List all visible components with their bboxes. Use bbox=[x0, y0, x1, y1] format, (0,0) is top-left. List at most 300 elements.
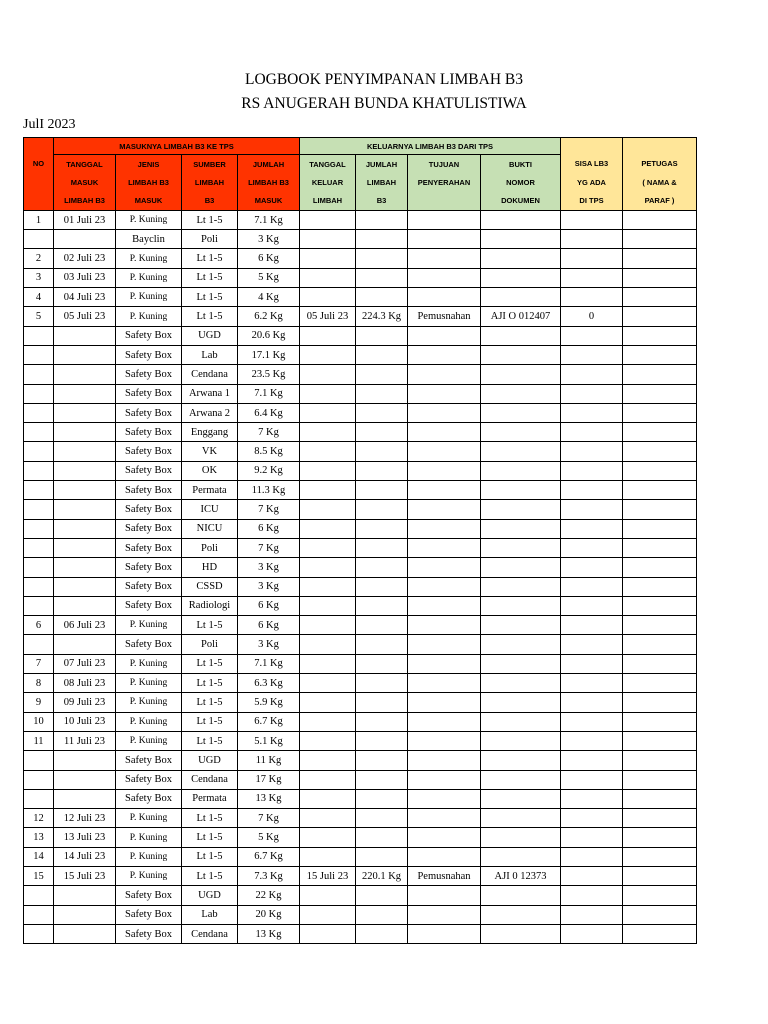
header-group-row bbox=[24, 138, 697, 155]
cell-tujuan bbox=[408, 384, 481, 403]
cell-bukti bbox=[481, 616, 561, 635]
cell-tanggal-keluar bbox=[300, 210, 356, 229]
cell-jenis: Safety Box bbox=[116, 384, 182, 403]
cell-tanggal-keluar bbox=[300, 268, 356, 287]
table-row bbox=[24, 809, 697, 828]
cell-jumlah-masuk: 6.3 Kg bbox=[238, 674, 300, 693]
header-sumber-line-2: LIMBAH bbox=[182, 173, 238, 191]
cell-jumlah-masuk: 3 Kg bbox=[238, 230, 300, 249]
header-petugas-top bbox=[623, 138, 697, 155]
cell-tanggal-keluar bbox=[300, 577, 356, 596]
cell-sisa bbox=[561, 384, 623, 403]
cell-sumber: OK bbox=[182, 461, 238, 480]
cell-petugas bbox=[623, 905, 697, 924]
cell-sisa bbox=[561, 809, 623, 828]
cell-tanggal-keluar bbox=[300, 596, 356, 615]
cell-jenis: Safety Box bbox=[116, 365, 182, 384]
cell-jenis: P. Kuning bbox=[116, 654, 182, 673]
cell-jumlah-masuk: 7 Kg bbox=[238, 809, 300, 828]
cell-jumlah-keluar bbox=[356, 809, 408, 828]
table-row bbox=[24, 712, 697, 731]
cell-tujuan bbox=[408, 809, 481, 828]
cell-bukti bbox=[481, 809, 561, 828]
cell-jumlah-masuk: 6.2 Kg bbox=[238, 307, 300, 326]
cell-bukti bbox=[481, 635, 561, 654]
cell-petugas bbox=[623, 828, 697, 847]
cell-petugas bbox=[623, 635, 697, 654]
cell-jumlah-keluar bbox=[356, 712, 408, 731]
cell-petugas bbox=[623, 751, 697, 770]
cell-tanggal-masuk: 14 Juli 23 bbox=[54, 847, 116, 866]
cell-tanggal-keluar bbox=[300, 635, 356, 654]
cell-tujuan bbox=[408, 731, 481, 750]
header-jenis-line-3: MASUK bbox=[116, 192, 182, 211]
cell-tanggal-masuk bbox=[54, 326, 116, 345]
table-row bbox=[24, 905, 697, 924]
cell-no: 8 bbox=[24, 674, 54, 693]
cell-tujuan bbox=[408, 577, 481, 596]
cell-tujuan bbox=[408, 596, 481, 615]
cell-no bbox=[24, 789, 54, 808]
cell-tanggal-masuk: 10 Juli 23 bbox=[54, 712, 116, 731]
header-jumlah-masuk-line-2: LIMBAH B3 bbox=[238, 173, 300, 191]
header-sisa-line-3: DI TPS bbox=[561, 192, 623, 211]
header-group-masuk: MASUKNYA LIMBAH B3 KE TPS bbox=[54, 138, 300, 155]
cell-sisa bbox=[561, 345, 623, 364]
cell-bukti bbox=[481, 712, 561, 731]
cell-bukti bbox=[481, 924, 561, 943]
table-row bbox=[24, 384, 697, 403]
cell-sisa bbox=[561, 249, 623, 268]
cell-tanggal-keluar bbox=[300, 905, 356, 924]
cell-tujuan bbox=[408, 924, 481, 943]
cell-jenis: Safety Box bbox=[116, 442, 182, 461]
cell-tanggal-masuk bbox=[54, 558, 116, 577]
cell-tujuan bbox=[408, 268, 481, 287]
cell-tujuan bbox=[408, 828, 481, 847]
cell-tanggal-keluar bbox=[300, 326, 356, 345]
cell-jumlah-masuk: 20 Kg bbox=[238, 905, 300, 924]
cell-bukti: AJI O 012407 bbox=[481, 307, 561, 326]
cell-jumlah-masuk: 6 Kg bbox=[238, 249, 300, 268]
cell-sisa bbox=[561, 693, 623, 712]
cell-tanggal-masuk: 12 Juli 23 bbox=[54, 809, 116, 828]
cell-tujuan bbox=[408, 481, 481, 500]
cell-tujuan bbox=[408, 519, 481, 538]
cell-sisa bbox=[561, 442, 623, 461]
table-row bbox=[24, 210, 697, 229]
cell-sisa bbox=[561, 230, 623, 249]
cell-bukti bbox=[481, 538, 561, 557]
cell-tanggal-keluar bbox=[300, 230, 356, 249]
cell-jenis: P. Kuning bbox=[116, 616, 182, 635]
cell-bukti bbox=[481, 886, 561, 905]
cell-sumber: Lt 1-5 bbox=[182, 268, 238, 287]
table-row bbox=[24, 731, 697, 750]
cell-jumlah-keluar bbox=[356, 770, 408, 789]
cell-sumber: Poli bbox=[182, 230, 238, 249]
cell-no: 1 bbox=[24, 210, 54, 229]
cell-tanggal-keluar bbox=[300, 442, 356, 461]
cell-sisa bbox=[561, 423, 623, 442]
cell-jumlah-keluar bbox=[356, 345, 408, 364]
cell-jenis: P. Kuning bbox=[116, 866, 182, 885]
cell-jumlah-masuk: 3 Kg bbox=[238, 558, 300, 577]
cell-jumlah-masuk: 6 Kg bbox=[238, 616, 300, 635]
cell-tanggal-masuk bbox=[54, 442, 116, 461]
cell-jumlah-keluar bbox=[356, 249, 408, 268]
cell-jumlah-keluar bbox=[356, 558, 408, 577]
cell-jenis: Safety Box bbox=[116, 481, 182, 500]
cell-no bbox=[24, 577, 54, 596]
cell-petugas bbox=[623, 403, 697, 422]
cell-tanggal-masuk bbox=[54, 751, 116, 770]
cell-jumlah-keluar bbox=[356, 326, 408, 345]
cell-jumlah-keluar bbox=[356, 635, 408, 654]
cell-no bbox=[24, 365, 54, 384]
cell-jenis: P. Kuning bbox=[116, 809, 182, 828]
header-no-line-2 bbox=[24, 173, 54, 191]
cell-sumber: Lt 1-5 bbox=[182, 616, 238, 635]
cell-jumlah-keluar bbox=[356, 924, 408, 943]
cell-tanggal-keluar bbox=[300, 481, 356, 500]
cell-jenis: P. Kuning bbox=[116, 288, 182, 307]
header-jenis-line-2: LIMBAH B3 bbox=[116, 173, 182, 191]
table-row bbox=[24, 635, 697, 654]
cell-bukti bbox=[481, 326, 561, 345]
table-row bbox=[24, 403, 697, 422]
cell-sisa bbox=[561, 847, 623, 866]
cell-no bbox=[24, 461, 54, 480]
cell-jumlah-keluar bbox=[356, 847, 408, 866]
cell-tujuan bbox=[408, 500, 481, 519]
cell-jenis: Safety Box bbox=[116, 924, 182, 943]
cell-tanggal-masuk bbox=[54, 365, 116, 384]
cell-jumlah-keluar bbox=[356, 461, 408, 480]
cell-no: 13 bbox=[24, 828, 54, 847]
cell-jumlah-masuk: 6.4 Kg bbox=[238, 403, 300, 422]
cell-petugas bbox=[623, 481, 697, 500]
cell-jumlah-masuk: 7.3 Kg bbox=[238, 866, 300, 885]
cell-sisa bbox=[561, 288, 623, 307]
table-row bbox=[24, 924, 697, 943]
header-group-keluar: KELUARNYA LIMBAH B3 DARI TPS bbox=[300, 138, 561, 155]
table-row bbox=[24, 789, 697, 808]
cell-petugas bbox=[623, 577, 697, 596]
cell-bukti bbox=[481, 596, 561, 615]
cell-jenis: Safety Box bbox=[116, 326, 182, 345]
cell-jumlah-masuk: 7.1 Kg bbox=[238, 210, 300, 229]
cell-sumber: Lt 1-5 bbox=[182, 847, 238, 866]
table-row bbox=[24, 500, 697, 519]
cell-sisa bbox=[561, 886, 623, 905]
cell-no bbox=[24, 905, 54, 924]
cell-sisa bbox=[561, 558, 623, 577]
cell-bukti bbox=[481, 751, 561, 770]
header-sisa-line-2: YG ADA bbox=[561, 173, 623, 191]
cell-jenis: Safety Box bbox=[116, 596, 182, 615]
cell-jumlah-keluar bbox=[356, 596, 408, 615]
cell-tanggal-keluar bbox=[300, 770, 356, 789]
cell-tujuan bbox=[408, 789, 481, 808]
cell-tanggal-keluar bbox=[300, 288, 356, 307]
cell-petugas bbox=[623, 210, 697, 229]
cell-sumber: Permata bbox=[182, 481, 238, 500]
header-jumlah-masuk-line-3: MASUK bbox=[238, 192, 300, 211]
cell-bukti bbox=[481, 577, 561, 596]
cell-tanggal-masuk bbox=[54, 423, 116, 442]
cell-tanggal-keluar bbox=[300, 500, 356, 519]
table-row bbox=[24, 538, 697, 557]
cell-jenis: Safety Box bbox=[116, 519, 182, 538]
cell-sumber: Lt 1-5 bbox=[182, 288, 238, 307]
cell-tujuan bbox=[408, 423, 481, 442]
cell-sisa bbox=[561, 654, 623, 673]
cell-tujuan bbox=[408, 558, 481, 577]
cell-bukti bbox=[481, 288, 561, 307]
cell-no: 12 bbox=[24, 809, 54, 828]
cell-tujuan bbox=[408, 210, 481, 229]
cell-tanggal-masuk: 03 Juli 23 bbox=[54, 268, 116, 287]
cell-jumlah-masuk: 7 Kg bbox=[238, 423, 300, 442]
cell-tanggal-masuk bbox=[54, 635, 116, 654]
header-tanggal-keluar-line-2: KELUAR bbox=[300, 173, 356, 191]
cell-bukti bbox=[481, 403, 561, 422]
cell-tujuan bbox=[408, 365, 481, 384]
cell-jumlah-masuk: 6 Kg bbox=[238, 596, 300, 615]
header-jumlah-keluar-line-3: B3 bbox=[356, 192, 408, 211]
table-row bbox=[24, 674, 697, 693]
cell-tanggal-masuk bbox=[54, 770, 116, 789]
cell-tanggal-masuk: 08 Juli 23 bbox=[54, 674, 116, 693]
cell-petugas bbox=[623, 500, 697, 519]
cell-sumber: HD bbox=[182, 558, 238, 577]
cell-jumlah-masuk: 7 Kg bbox=[238, 538, 300, 557]
cell-petugas bbox=[623, 461, 697, 480]
cell-jenis: Safety Box bbox=[116, 461, 182, 480]
cell-jenis: Safety Box bbox=[116, 789, 182, 808]
cell-jenis: Safety Box bbox=[116, 886, 182, 905]
header-jumlah-keluar-line-2: LIMBAH bbox=[356, 173, 408, 191]
cell-jenis: P. Kuning bbox=[116, 268, 182, 287]
cell-jumlah-keluar bbox=[356, 751, 408, 770]
cell-tanggal-masuk: 11 Juli 23 bbox=[54, 731, 116, 750]
cell-sumber: Lt 1-5 bbox=[182, 249, 238, 268]
cell-bukti bbox=[481, 249, 561, 268]
cell-sisa bbox=[561, 674, 623, 693]
cell-jenis: P. Kuning bbox=[116, 731, 182, 750]
header-tanggal-masuk-line-2: MASUK bbox=[54, 173, 116, 191]
cell-jenis: Safety Box bbox=[116, 538, 182, 557]
cell-jumlah-masuk: 6.7 Kg bbox=[238, 712, 300, 731]
table-row bbox=[24, 268, 697, 287]
cell-bukti bbox=[481, 558, 561, 577]
cell-tujuan bbox=[408, 770, 481, 789]
cell-tujuan bbox=[408, 288, 481, 307]
cell-jumlah-keluar bbox=[356, 693, 408, 712]
cell-sisa bbox=[561, 577, 623, 596]
header-tanggal-keluar-line-3: LIMBAH bbox=[300, 192, 356, 211]
cell-sumber: Cendana bbox=[182, 365, 238, 384]
table-row bbox=[24, 345, 697, 364]
cell-sisa bbox=[561, 616, 623, 635]
cell-jumlah-keluar bbox=[356, 500, 408, 519]
cell-jumlah-masuk: 20.6 Kg bbox=[238, 326, 300, 345]
cell-no: 3 bbox=[24, 268, 54, 287]
header-tanggal-masuk-line-3: LIMBAH B3 bbox=[54, 192, 116, 211]
cell-no bbox=[24, 500, 54, 519]
header-sisa-top bbox=[561, 138, 623, 155]
cell-tanggal-keluar bbox=[300, 924, 356, 943]
header-tujuan-line-3 bbox=[408, 192, 481, 211]
cell-tanggal-keluar: 05 Juli 23 bbox=[300, 307, 356, 326]
header-petugas-line-2: ( NAMA & bbox=[623, 173, 697, 191]
table-row bbox=[24, 326, 697, 345]
cell-sumber: UGD bbox=[182, 751, 238, 770]
cell-jumlah-keluar bbox=[356, 365, 408, 384]
cell-sumber: ICU bbox=[182, 500, 238, 519]
cell-no bbox=[24, 384, 54, 403]
cell-no bbox=[24, 635, 54, 654]
table-row bbox=[24, 365, 697, 384]
cell-sisa bbox=[561, 751, 623, 770]
cell-sumber: Lt 1-5 bbox=[182, 866, 238, 885]
cell-sisa bbox=[561, 519, 623, 538]
period-label: JulI 2023 bbox=[23, 117, 76, 132]
cell-tanggal-keluar bbox=[300, 828, 356, 847]
cell-sumber: Lt 1-5 bbox=[182, 210, 238, 229]
cell-jenis: Safety Box bbox=[116, 751, 182, 770]
cell-sumber: NICU bbox=[182, 519, 238, 538]
cell-tanggal-masuk bbox=[54, 403, 116, 422]
cell-jenis: Safety Box bbox=[116, 403, 182, 422]
cell-jumlah-keluar bbox=[356, 268, 408, 287]
cell-bukti bbox=[481, 442, 561, 461]
header-jenis-line-1: JENIS bbox=[116, 155, 182, 174]
cell-tanggal-keluar bbox=[300, 423, 356, 442]
cell-jumlah-masuk: 6.7 Kg bbox=[238, 847, 300, 866]
cell-bukti bbox=[481, 423, 561, 442]
cell-petugas bbox=[623, 924, 697, 943]
table-row bbox=[24, 751, 697, 770]
cell-jumlah-keluar bbox=[356, 789, 408, 808]
cell-tanggal-keluar bbox=[300, 886, 356, 905]
cell-sisa bbox=[561, 268, 623, 287]
cell-no bbox=[24, 481, 54, 500]
cell-tanggal-masuk bbox=[54, 230, 116, 249]
header-no-top bbox=[24, 138, 54, 155]
cell-jumlah-keluar bbox=[356, 731, 408, 750]
cell-jumlah-keluar bbox=[356, 519, 408, 538]
cell-petugas bbox=[623, 809, 697, 828]
cell-sisa bbox=[561, 596, 623, 615]
cell-jenis: Safety Box bbox=[116, 345, 182, 364]
cell-tanggal-masuk bbox=[54, 538, 116, 557]
cell-tanggal-masuk bbox=[54, 519, 116, 538]
cell-jumlah-masuk: 22 Kg bbox=[238, 886, 300, 905]
header-bukti-line-1: BUKTI bbox=[481, 155, 561, 174]
cell-jumlah-keluar bbox=[356, 674, 408, 693]
cell-no: 11 bbox=[24, 731, 54, 750]
header-jumlah-keluar-line-1: JUMLAH bbox=[356, 155, 408, 174]
cell-sisa bbox=[561, 828, 623, 847]
cell-tujuan bbox=[408, 654, 481, 673]
header-sumber-line-3: B3 bbox=[182, 192, 238, 211]
cell-petugas bbox=[623, 789, 697, 808]
cell-no bbox=[24, 538, 54, 557]
cell-jumlah-masuk: 17.1 Kg bbox=[238, 345, 300, 364]
cell-jenis: Safety Box bbox=[116, 635, 182, 654]
cell-jenis: P. Kuning bbox=[116, 847, 182, 866]
cell-sumber: Lab bbox=[182, 905, 238, 924]
table-row bbox=[24, 866, 697, 885]
cell-bukti bbox=[481, 481, 561, 500]
cell-sumber: Cendana bbox=[182, 924, 238, 943]
cell-jumlah-masuk: 7 Kg bbox=[238, 500, 300, 519]
cell-bukti bbox=[481, 384, 561, 403]
cell-tanggal-keluar bbox=[300, 249, 356, 268]
cell-sisa bbox=[561, 770, 623, 789]
cell-sisa bbox=[561, 635, 623, 654]
cell-jumlah-masuk: 13 Kg bbox=[238, 924, 300, 943]
cell-petugas bbox=[623, 847, 697, 866]
cell-jumlah-keluar bbox=[356, 481, 408, 500]
cell-jenis: Safety Box bbox=[116, 577, 182, 596]
cell-tujuan bbox=[408, 461, 481, 480]
cell-jumlah-masuk: 13 Kg bbox=[238, 789, 300, 808]
cell-no: 5 bbox=[24, 307, 54, 326]
cell-no: 7 bbox=[24, 654, 54, 673]
table-row bbox=[24, 307, 697, 326]
cell-tujuan bbox=[408, 847, 481, 866]
cell-sumber: CSSD bbox=[182, 577, 238, 596]
cell-tanggal-masuk bbox=[54, 905, 116, 924]
cell-jumlah-masuk: 8.5 Kg bbox=[238, 442, 300, 461]
cell-no bbox=[24, 924, 54, 943]
cell-no bbox=[24, 345, 54, 364]
cell-tujuan bbox=[408, 442, 481, 461]
cell-sisa bbox=[561, 538, 623, 557]
cell-sisa bbox=[561, 789, 623, 808]
cell-bukti bbox=[481, 268, 561, 287]
cell-bukti bbox=[481, 789, 561, 808]
cell-tanggal-masuk: 09 Juli 23 bbox=[54, 693, 116, 712]
cell-jumlah-masuk: 11 Kg bbox=[238, 751, 300, 770]
cell-bukti bbox=[481, 654, 561, 673]
cell-jumlah-keluar: 224.3 Kg bbox=[356, 307, 408, 326]
cell-jumlah-masuk: 23.5 Kg bbox=[238, 365, 300, 384]
cell-no bbox=[24, 519, 54, 538]
cell-no: 2 bbox=[24, 249, 54, 268]
cell-tanggal-masuk bbox=[54, 789, 116, 808]
cell-tanggal-keluar bbox=[300, 693, 356, 712]
cell-tanggal-keluar bbox=[300, 789, 356, 808]
cell-sumber: Arwana 1 bbox=[182, 384, 238, 403]
cell-sisa bbox=[561, 403, 623, 422]
header-tanggal-masuk-line-1: TANGGAL bbox=[54, 155, 116, 174]
cell-jumlah-keluar bbox=[356, 210, 408, 229]
table-row bbox=[24, 558, 697, 577]
table-row bbox=[24, 461, 697, 480]
cell-jumlah-masuk: 4 Kg bbox=[238, 288, 300, 307]
cell-petugas bbox=[623, 558, 697, 577]
cell-petugas bbox=[623, 538, 697, 557]
cell-tujuan bbox=[408, 616, 481, 635]
cell-tujuan: Pemusnahan bbox=[408, 307, 481, 326]
cell-bukti bbox=[481, 770, 561, 789]
cell-sumber: Lt 1-5 bbox=[182, 712, 238, 731]
table-row bbox=[24, 442, 697, 461]
